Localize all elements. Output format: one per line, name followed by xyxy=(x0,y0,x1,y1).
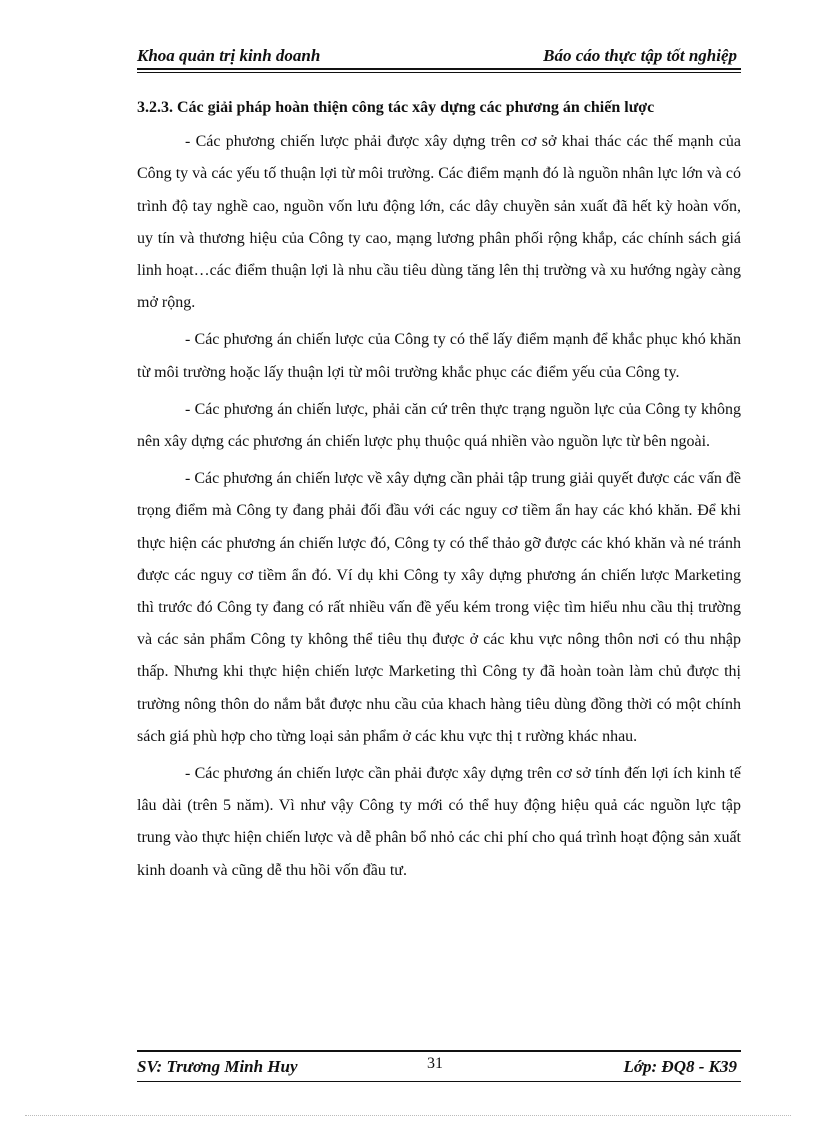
page-body xyxy=(137,92,741,887)
paragraph-5: - Các phương án chiến lược cần phải được xây dựng trên cơ sở tính đến lợi ích kinh tế lâu dài (trên 5 năm). Vì như vậy Công ty mới có thể huy động hiệu quả các nguồn lực tập trung vào thực hiện chiến lược và dễ phân bổ nhỏ các chi phí cho quá trình hoạt động sản xuất kinh doanh và cũng dễ thu hồi vốn đầu tư. xyxy=(137,765,741,879)
paragraph-4: - Các phương án chiến lược về xây dựng cần phải tập trung giải quyết được các vấn đề trọng điểm mà Công ty đang phải đối đầu với các nguy cơ tiềm ẩn hay các khó khăn. Để khi thực hiện các phương án chiến lược đó, Công ty có thể thảo gỡ được các khó khăn và né tránh được các nguy cơ tiềm ẩn đó. Ví dụ khi Công ty xây dựng phương án chiến lược Marketing thì trước đó Công ty đang có rất nhiều vấn đề yếu kém trong việc tìm hiểu nhu cầu thị trường và các sản phẩm Công ty không thể tiêu thụ được ở các khu vực nông thôn nơi có thu nhập thấp. Nhưng khi thực hiện chiến lược Marketing thì Công ty đã hoàn toàn làm chủ được thị trường nông thôn do nắm bắt được nhu cầu của khach hàng tiêu dùng đồng thời có một chính sách giá phù hợp cho từng loại sản phẩm ở các khu vực thị t rường khác nhau. xyxy=(137,470,741,745)
page-footer xyxy=(137,1055,741,1079)
paragraph-3: - Các phương án chiến lược, phải căn cứ trên thực trạng nguồn lực của Công ty không nên xây dựng các phương án chiến lược phụ thuộc quá nhiền vào nguồn lực từ bên ngoài. xyxy=(137,400,741,451)
footer-student-name: SV: Trương Minh Huy xyxy=(137,1057,298,1076)
header-rule-thin xyxy=(137,72,741,73)
header-rule xyxy=(137,68,741,70)
page-number: 31 xyxy=(427,1055,443,1072)
header-faculty: Khoa quản trị kinh doanh xyxy=(137,46,321,65)
footer-rule xyxy=(137,1050,741,1052)
section-title: 3.2.3. Các giải pháp hoàn thiện công tác xây dựng các phương án chiến lược xyxy=(137,99,655,116)
paragraph-1: - Các phương chiến lược phải được xây dựng trên cơ sở khai thác các thế mạnh của Công ty và các yếu tố thuận lợi từ môi trường. Các điểm mạnh đó là nguồn nhân lực lớn và có trình độ tay nghề cao, nguồn vốn lưu động lớn, các dây chuyền sản xuất đã hết kỳ hoàn vốn, uy tín và thương hiệu của Công ty cao, mạng lương phân phối rộng khắp, các chính sách giá linh hoạt…các điểm thuận lợi là nhu cầu tiêu dùng tăng lên thị trường và xu hướng ngày càng mở rộng. xyxy=(137,133,741,312)
page-edge-dotted-line xyxy=(25,1115,791,1116)
header-report-title: Báo cáo thực tập tốt nghiệp xyxy=(543,46,737,65)
paragraph-2: - Các phương án chiến lược của Công ty có thể lấy điểm mạnh để khắc phục khó khăn từ môi trường hoặc lấy thuận lợi từ môi trường khắc phục các điểm yếu của Công ty. xyxy=(137,331,741,381)
footer-class: Lớp: ĐQ8 - K39 xyxy=(623,1057,737,1076)
page-header xyxy=(137,46,741,68)
footer-rule-bottom xyxy=(137,1081,741,1082)
